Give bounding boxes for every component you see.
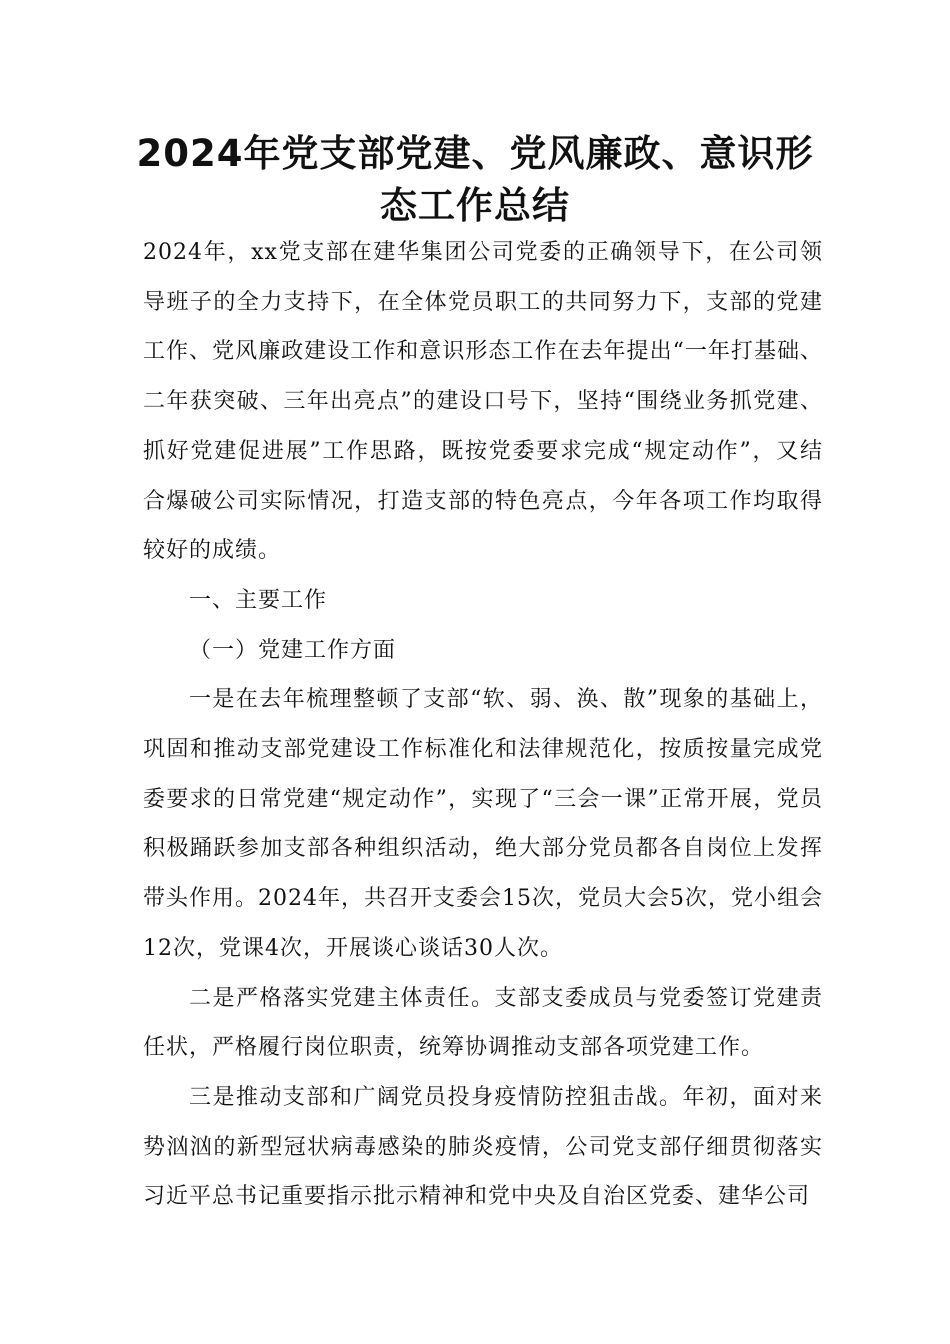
intro-paragraph: 2024年，xx党支部在建华集团公司党委的正确领导下，在公司领导班子的全力支持下，在全体党员职工的共同努力下，支部的党建工作、党风廉政建设工作和意识形态工作在去年提出“一年打基础、二年获突破、三年出亮点”的建设口号下，坚持“围绕业务抓党建、抓好党建促进展”工作思路，既按党委要求完成“规定动作”，又结合爆破公司实际情况，打造支部的特色亮点，今年各项工作均取得较好的成绩。: [143, 240, 823, 564]
section-heading-main-work: 一、主要工作: [189, 587, 328, 613]
paragraph-item-three: 三是推动支部和广阔党员投身疫情防控狙击战。年初，面对来势汹汹的新型冠状病毒感染的肺炎疫情，公司党支部仔细贯彻落实习近平总书记重要指示批示精神和党中央及自治区党委、建华公司: [143, 1084, 823, 1210]
subsection-heading-party-building: （一）党建工作方面: [189, 637, 397, 663]
document-body: [143, 228, 823, 1222]
paragraph-item-one: 一是在去年梳理整顿了支部“软、弱、涣、散”现象的基础上，巩固和推动支部党建设工作标准化和法律规范化，按质按量完成党委要求的日常党建“规定动作”，实现了“三会一课”正常开展，党员积极踊跃参加支部各种组织活动，绝大部分党员都各自岗位上发挥带头作用。2024年，共召开支委会15次，党员大会5次，党小组会12次，党课4次，开展谈心谈话30人次。: [143, 687, 823, 961]
document-title: 2024年党支部党建、党风廉政、意识形态工作总结: [136, 132, 814, 227]
paragraph-item-two: 二是严格落实党建主体责任。支部支委成员与党委签订党建责任状，严格履行岗位职责，统筹协调推动支部各项党建工作。: [143, 985, 823, 1061]
